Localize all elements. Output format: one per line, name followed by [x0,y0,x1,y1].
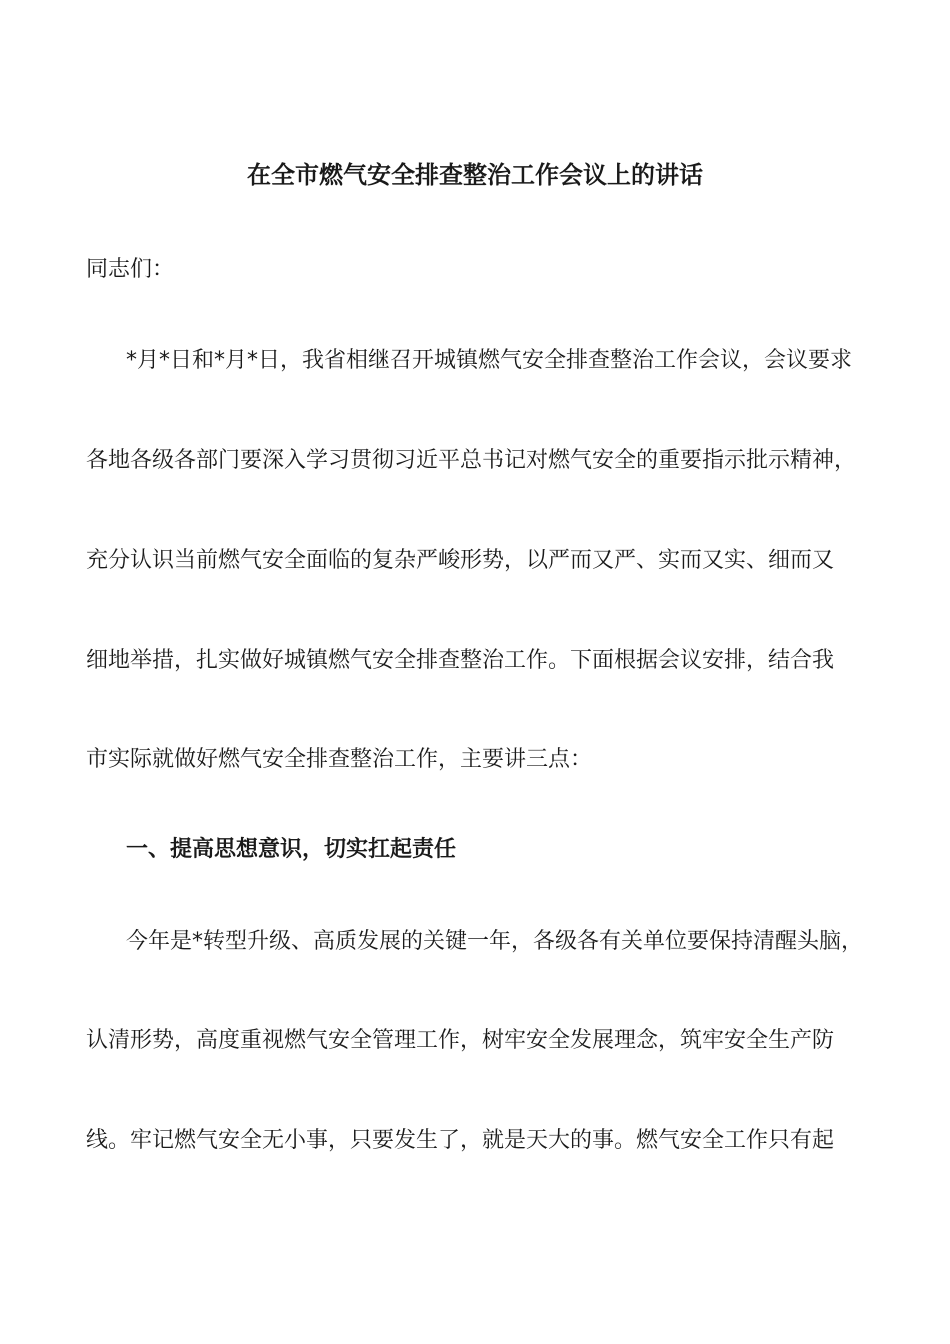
paragraph-line: 认清形势，高度重视燃气安全管理工作，树牢安全发展理念，筑牢安全生产防 [86,1028,835,1053]
paragraph-line: 市实际就做好燃气安全排查整治工作，主要讲三点： [86,747,593,772]
salutation: 同志们： [86,257,175,282]
document-title: 在全市燃气安全排查整治工作会议上的讲话 [247,161,703,189]
paragraph-line: 各地各级各部门要深入学习贯彻习近平总书记对燃气安全的重要指示批示精神， [86,448,857,473]
paragraph-line: *月*日和*月*日，我省相继召开城镇燃气安全排查整治工作会议，会议要求 [126,348,853,373]
paragraph-line: 线。牢记燃气安全无小事，只要发生了，就是天大的事。燃气安全工作只有起 [86,1128,835,1153]
section-heading: 一、提高思想意识，切实扛起责任 [126,837,457,862]
paragraph-line: 今年是*转型升级、高质发展的关键一年，各级各有关单位要保持清醒头脑， [126,929,864,954]
paragraph-line: 充分认识当前燃气安全面临的复杂严峻形势，以严而又严、实而又实、细而又 [86,548,835,573]
paragraph-line: 细地举措，扎实做好城镇燃气安全排查整治工作。下面根据会议安排，结合我 [86,648,835,673]
